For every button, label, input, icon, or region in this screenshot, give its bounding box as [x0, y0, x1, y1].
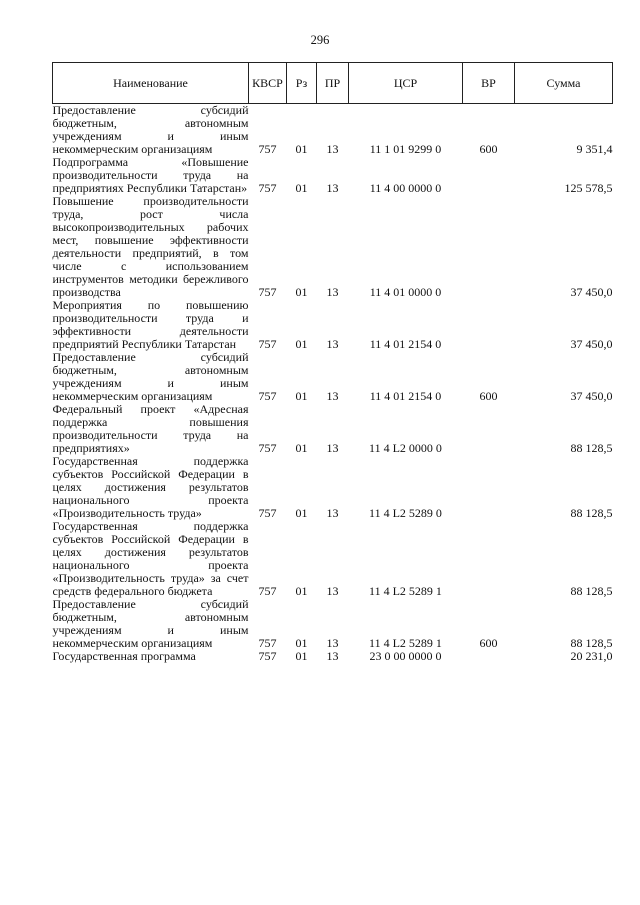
cell-rz: 01 [295, 441, 308, 455]
budget-table [52, 62, 613, 663]
column-header-rz: Рз [287, 63, 317, 104]
cell-pr: 13 [326, 649, 339, 663]
cell-rz: 01 [295, 142, 308, 156]
cell-sum: 37 450,0 [570, 389, 613, 403]
cell-pr: 13 [326, 389, 339, 403]
table-row [53, 351, 613, 403]
table-row [53, 520, 613, 598]
cell-name: Подпрограмма «Повышение производительности труда на предприятиях Республики Татарстан» [52, 155, 249, 195]
cell-kvsr: 757 [258, 142, 277, 156]
cell-rz: 01 [295, 285, 308, 299]
table-row [53, 455, 613, 520]
table-row [53, 156, 613, 195]
cell-rz: 01 [295, 636, 308, 650]
cell-name: Государственная поддержка субъектов Российской Федерации в целях достижения результатов национального проекта «Производительность труда» [52, 454, 249, 520]
cell-vr [463, 650, 515, 663]
cell-pr: 13 [326, 506, 339, 520]
column-header-kvsr: КВСР [249, 63, 287, 104]
cell-csr: 11 4 L2 5289 1 [369, 584, 442, 598]
table-header-row [53, 63, 613, 104]
table-row [53, 598, 613, 650]
cell-sum: 20 231,0 [570, 649, 613, 663]
cell-name: Государственная поддержка субъектов Российской Федерации в целях достижения результатов национального проекта «Производительность труда» за счет средств федерального бюджета [52, 519, 249, 598]
cell-rz: 01 [295, 649, 308, 663]
cell-kvsr: 757 [258, 181, 277, 195]
column-header-name: Наименование [53, 63, 249, 104]
cell-sum: 88 128,5 [570, 636, 613, 650]
cell-kvsr: 757 [258, 506, 277, 520]
cell-name: Мероприятия по повышению производительности труда и эффективности деятельности предприятий Республики Татарстан [52, 298, 249, 351]
cell-sum: 125 578,5 [564, 181, 613, 195]
cell-vr [463, 403, 515, 455]
cell-pr: 13 [326, 441, 339, 455]
cell-sum: 37 450,0 [570, 285, 613, 299]
column-header-pr: ПР [317, 63, 349, 104]
cell-pr: 13 [326, 584, 339, 598]
table-row [53, 104, 613, 157]
cell-name: Предоставление субсидий бюджетным, автономным учреждениям и иным некоммерческим организациям [52, 350, 249, 403]
cell-csr: 11 4 01 0000 0 [369, 285, 442, 299]
cell-vr [463, 520, 515, 598]
cell-pr: 13 [326, 142, 339, 156]
cell-vr [463, 299, 515, 351]
cell-sum: 37 450,0 [570, 337, 613, 351]
cell-kvsr: 757 [258, 389, 277, 403]
cell-vr [463, 455, 515, 520]
cell-sum: 88 128,5 [570, 506, 613, 520]
cell-csr: 11 4 L2 5289 1 [369, 636, 442, 650]
column-header-vr: ВР [463, 63, 515, 104]
cell-kvsr: 757 [258, 636, 277, 650]
cell-rz: 01 [295, 181, 308, 195]
cell-name: Государственная программа [52, 649, 196, 663]
table-row [53, 195, 613, 299]
cell-kvsr: 757 [258, 337, 277, 351]
cell-rz: 01 [295, 337, 308, 351]
cell-name: Предоставление субсидий бюджетным, автономным учреждениям и иным некоммерческим организациям [52, 597, 249, 650]
cell-csr: 11 4 L2 5289 0 [369, 506, 442, 520]
cell-vr: 600 [479, 636, 498, 650]
cell-kvsr: 757 [258, 285, 277, 299]
cell-vr: 600 [479, 142, 498, 156]
table-body [53, 104, 613, 664]
cell-pr: 13 [326, 181, 339, 195]
cell-kvsr: 757 [258, 441, 277, 455]
table-row [53, 650, 613, 663]
cell-name: Предоставление субсидий бюджетным, автономным учреждениям и иным некоммерческим организациям [52, 103, 249, 156]
cell-vr [463, 195, 515, 299]
cell-vr: 600 [479, 389, 498, 403]
cell-rz: 01 [295, 506, 308, 520]
cell-pr: 13 [326, 337, 339, 351]
column-header-sum: Сумма [515, 63, 613, 104]
cell-name: Повышение производительности труда, рост числа высокопроизводительных рабочих мест, повышение эффективности деятельности предприятий, в том числе с использованием инструментов методики бережливого производства [52, 194, 249, 299]
cell-kvsr: 757 [258, 584, 277, 598]
cell-sum: 88 128,5 [570, 441, 613, 455]
cell-csr: 11 4 L2 0000 0 [369, 441, 442, 455]
cell-pr: 13 [326, 636, 339, 650]
table-row [53, 299, 613, 351]
cell-csr: 11 4 01 2154 0 [369, 337, 442, 351]
column-header-csr: ЦСР [349, 63, 463, 104]
cell-csr: 11 1 01 9299 0 [369, 142, 442, 156]
cell-csr: 11 4 01 2154 0 [369, 389, 442, 403]
cell-rz: 01 [295, 389, 308, 403]
cell-pr: 13 [326, 285, 339, 299]
page-number: 296 [310, 33, 330, 47]
cell-csr: 11 4 00 0000 0 [369, 181, 442, 195]
cell-sum: 9 351,4 [576, 142, 613, 156]
cell-csr: 23 0 00 0000 0 [369, 649, 442, 663]
cell-name: Федеральный проект «Адресная поддержка повышения производительности труда на предприятиях» [52, 402, 249, 455]
table-row [53, 403, 613, 455]
cell-kvsr: 757 [258, 649, 277, 663]
cell-vr [463, 156, 515, 195]
cell-sum: 88 128,5 [570, 584, 613, 598]
cell-rz: 01 [295, 584, 308, 598]
